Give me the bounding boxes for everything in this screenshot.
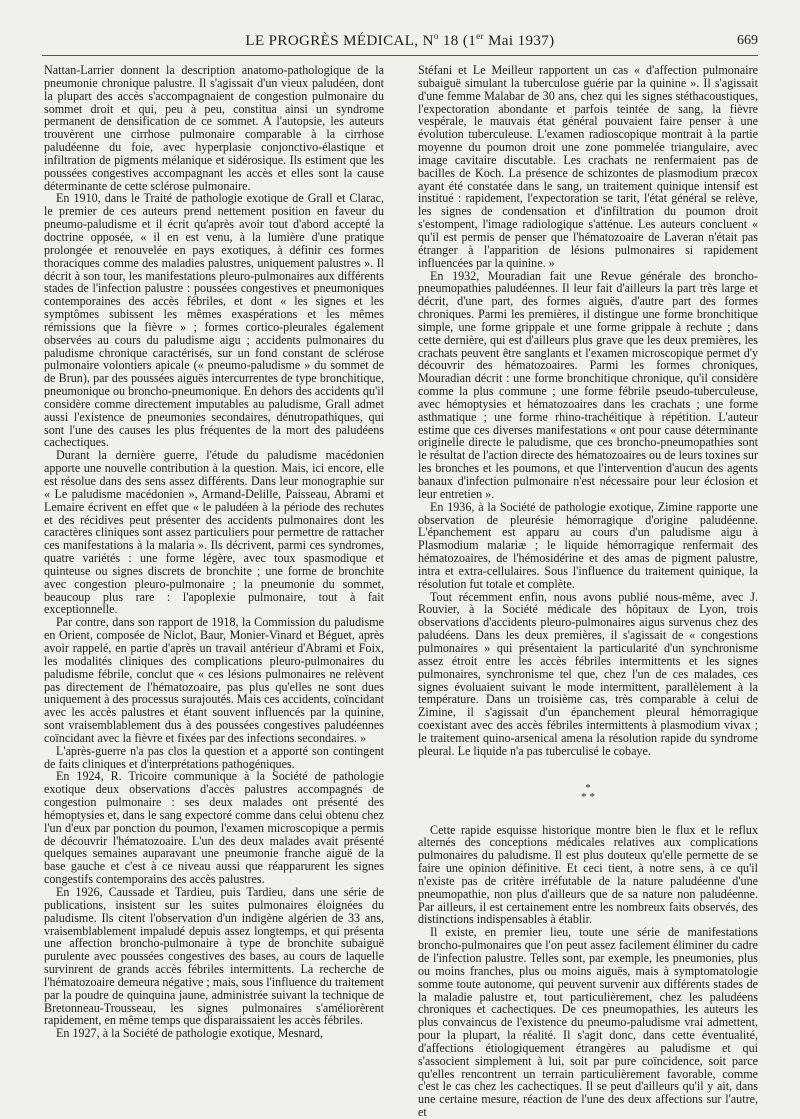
paragraph: Il existe, en premier lieu, toute une série de manifestations broncho-pulmonaires que l'on peut assez facilement éliminer du cadre de l'infection palustre. Telles sont, par exemple, les pneumonies, plus ou moins franches, plus ou moins aiguës, mais à symptomatologie somme toute autonome, qui peuvent survenir aux différents stades de la maladie palustre et, tout particulièrement, chez les paludéens chroniques et cachectiques. De ces pneumopathies, les auteurs les plus convaincus de l'existence du pneumo-paludisme vrai admettent, pour la plupart, la réalité. Il s'agit donc, dans cette éventualité, d'affections étiologiquement étrangères au paludisme et qui s'associent simplement à lui, soit par pure coïncidence, soit parce qu'elles rencontrent un terrain particulièrement favorable, comme c'est le cas chez les cachectiques. Il se peut d'ailleurs qu'il y ait, dans une certaine mesure, réaction de l'une des deux affections sur l'autre, et [418, 925, 758, 1119]
title-date: Mai 1937) [483, 33, 555, 49]
title-issue: 18 (1 [438, 33, 477, 49]
left-column [44, 64, 384, 1082]
header-rule [42, 55, 758, 56]
paragraph: En 1926, Caussade et Tardieu, puis Tardieu, dans une série de publications, insistent sur les suites pulmonaires éloignées du paludisme. Ils citent l'observation d'un indigène algérien de 33 ans, vraisemblablement impaludé depuis assez longtemps, et qui présenta une affection broncho-pulmonaire à type de bronchite subaiguë purulente avec poussées congestives des bases, au cours de laquelle survinrent de grands accès fébriles intermittents. La recherche de l'hématozoaire demeura négative ; mais, sous l'influence du traitement par la poudre de quinquina jaune, administrée suivant la technique de Bretonneau-Trousseau, les signes pulmonaires s'améliorèrent rapidement, en même temps que disparaissaient les accès fébriles. [44, 885, 384, 1028]
title-date-sup: er [476, 31, 484, 41]
running-head [42, 30, 758, 52]
running-title [42, 30, 758, 52]
right-column [418, 63, 758, 1119]
title-number-sign: o [433, 31, 439, 41]
paragraph: En 1927, à la Société de pathologie exotique, Mesnard, [56, 1026, 323, 1041]
paragraph: Nattan-Larrier donnent la description anatomo-pathologique de la pneumonie chronique palustre. Il s'agissait d'un vieux paludéen, dont la plupart des accès s'accompagnaient de congestion pulmonaire du sommet droit et qui, peu à peu, constitua ainsi un syndrome permanent de densification de ce sommet. A l'autopsie, les auteurs trouvèrent une cirrhose pulmonaire comparable à la cirrhose paludéenne du foie, avec hyperplasie conjonctivo-élastique et infiltration de pigments mélanique et sidérosique. Ils estiment que les poussées congestives accompagnant les accès et elles sont la cause déterminante de cette sclérose pulmonaire. [44, 63, 384, 193]
paragraph: Cette rapide esquisse historique montre bien le flux et le reflux alternés des conceptions médicales relatives aux complications pulmonaires du paludisme. Il est plus douteux qu'elle permette de se faire une opinion définitive. Et ceci tient, à notre sens, à ce qu'il n'existe pas de critère irréfutable de la nature paludéenne d'une pneumopathie, non plus d'ailleurs que de sa nature non paludéenne. Par ailleurs, il est certainement entre les nombreux faits observés, des distinctions indispensables à établir. [418, 822, 758, 927]
paragraph: En 1910, dans le Traité de pathologie exotique de Grall et Clarac, le premier de ces auteurs prend nettement position en faveur du pneumo-paludisme et il écrit qu'après avoir tout d'abord accepté la doctrine opposée, « il en est venu, à la lumière d'une pratique prolongée et renouvelée en pays exotiques, à définir ces formes thoraciques comme des maladies palustres, uniquement palustres ». Il décrit à son tour, les manifestations pleuro-pulmonaires aux différents stades de l'infection palustre : poussées congestives et pneumoniques contemporaines des accès fébriles, et dont « les signes et les symptômes subissent les mêmes exaspérations et les mêmes rémissions que la fièvre » ; formes cortico-pleurales également observées au cours du paludisme aigu ; accidents pulmonaires du paludisme chronique caractérisés, sur un fond constant de sclérose pulmonaire volontiers apicale (« pneumo-paludisme » du sommet de de Brun), par des poussées aiguës intercurrentes de type bronchitique, pneumonique ou broncho-pneumonique. En dehors des accidents qu'il considère comme directement imputables au paludisme, Grall admet aussi l'existence de pneumonies secondaires, dénutropathiques, qui sont l'une des causes les plus fréquentes de la mort des paludéens cachectiques. [44, 191, 384, 450]
asterism-top: * [585, 781, 591, 794]
section-asterism [418, 781, 758, 803]
page-number: 669 [737, 33, 758, 48]
paragraph: Par contre, dans son rapport de 1918, la Commission du paludisme en Orient, composée de Niclot, Baur, Monier-Vinard et Béguet, après avoir rappelé, en partie d'après un travail antérieur d'Abrami et Foix, les modalités cliniques des complications pleuro-pulmonaires du paludisme fébrile, conclut que « ces lésions pulmonaires ne relèvent pas directement de l'hématozoaire, pas plus qu'elles ne sont dues uniquement à des processus surajoutés. Mais ces accidents, coïncidant avec les accès palustres et étant souvent influencés par la quinine, sont vraisemblablement dus à des poussées congestives paludéennes coïncidant avec la fièvre et fixées par des infections secondaires. » [44, 615, 384, 745]
title-pre: LE PROGRÈS MÉDICAL, N [245, 33, 434, 49]
paragraph: En 1936, à la Société de pathologie exotique, Zimine rapporte une observation de pleurésie hémorragique d'origine paludéenne. L'épanchement est apparu au cours d'un paludisme aigu à Plasmodium malariæ ; le liquide hémorragique renfermait des hématozoaires, de l'hémosidérine et des amas de pigment palustre, intra et extra-cellulaires. Sous l'influence du traitement quinique, la résolution fut totale et complète. [418, 499, 758, 591]
paragraph: Tout récemment enfin, nous avons publié nous-même, avec J. Rouvier, à la Société médicale des hôpitaux de Lyon, trois observations d'accidents pleuro-pulmonaires aigus survenus chez des paludéens. Dans les deux premières, il s'agissait de « congestions pulmonaires » qui présentaient la particularité d'un synchronisme assez étroit entre les accès fébriles intermittents et les signes pulmonaires, synchronisme tel que, chez l'un de ces malades, ces signes évoluaient suivant le mode intermittent, parallèlement à la température. Dans un troisième cas, très comparable à celui de Zimine, il s'agissait d'un épanchement pleural hémorragique coexistant avec des accès fébriles intermittents à plasmodium vivax ; le traitement quino-arsenical amena la résolution rapide du syndrome pleural. Le liquide n'a pas tuberculisé le cobaye. [418, 589, 758, 758]
paragraph: En 1932, Mouradian fait une Revue générale des broncho-pneumopathies paludéennes. Il leur fait d'ailleurs la part très large et décrit, d'une part, des formes aiguës, d'autre part des formes chroniques. Parmi les premières, il distingue une forme bronchitique simple, une forme grippale et une forme grippale à rechute ; dans cette dernière, qui est d'ailleurs plus grave que les deux premières, les crachats peuvent être sanglants et l'examen microscopique permet d'y découvrir des hématozoaires. Parmi les formes chroniques, Mouradian décrit : une forme bronchitique chronique, qu'il considère comme la plus commune ; une forme fébrile pseudo-tuberculeuse, avec hémoptysies et hématozoaires dans les crachats ; une forme asthmatique ; une forme rhino-trachéitique à répétition. L'auteur estime que ces diverses manifestations « ont pour cause déterminante originelle directe le paludisme, que ces broncho-pneumopathies sont le résultat de l'action directe des hématozoaires ou de leurs toxines sur les bronches et les poumons, et que l'intervention d'aucun des agents banaux d'infection pulmonaire n'est nécessaire pour leur éclosion et leur entretien ». [418, 268, 758, 501]
paragraph: Stéfani et Le Meilleur rapportent un cas « d'affection pulmonaire subaiguë simulant la tuberculose guérie par la quinine ». Il s'agissait d'une femme Malabar de 30 ans, chez qui les signes stéthacoustiques, l'expectoration abondante et parfois teintée de sang, la fièvre vespérale, le mauvais état général pouvaient faire penser à une évolution tuberculeuse. L'examen radioscopique montrait à la partie moyenne du poumon droit une zone pommelée triangulaire, avec image cavitaire discutable. Les crachats ne renfermaient pas de bacilles de Koch. La présence de schizontes de plasmodium præcox ayant été constatée dans le sang, un traitement quinique intensif est institué : rapidement, l'expectoration se tarit, l'état général se relève, les signes de condensation et d'infiltration du poumon droit s'estompent, l'image radiologique s'atténue. Les auteurs concluent « qu'il est permis de penser que l'hématozoaire de Laveran n'était pas étranger à l'apparition de lésions pulmonaires si rapidement influencées par la quinine. » [418, 63, 758, 270]
paragraph: L'après-guerre n'a pas clos la question et a apporté son contingent de faits cliniques et d'interprétations pathogéniques. [44, 743, 384, 771]
asterism-bottom: * * [581, 790, 595, 803]
paragraph: Durant la dernière guerre, l'étude du paludisme macédonien apporte une nouvelle contribution à la question. Mais, ici encore, elle est résolue dans des sens assez différents. Dans leur monographie sur « Le paludisme macédonien », Armand-Delille, Paisseau, Abrami et Lemaire écrivent en effet que « le paludéen à la période des rechutes et des récidives peut présenter des accidents pulmonaires dont les caractères cliniques sont assez particuliers pour permettre de rattacher ces manifestations à la malaria ». Ils décrivent, parmi ces syndromes, quatre variétés : une forme légère, avec toux spasmodique et quinteuse ou signes discrets de bronchite ; une forme de bronchite avec congestion pleuro-pulmonaire ; la pneumonie du sommet, beaucoup plus rare : l'apoplexie pulmonaire, tout à fait exceptionnelle. [44, 448, 384, 617]
paragraph: En 1924, R. Tricoire communique à la Société de pathologie exotique deux observations d'accès palustres accompagnés de congestion pulmonaire : ses deux malades ont présenté des hémoptysies et, dans le sang expectoré comme dans celui obtenu chez l'un d'eux par ponction du poumon, l'examen microscopique a permis de découvrir l'hématozoaire. L'un des deux malades avait présenté quelques semaines auparavant une pneumonie franche aiguë de la base gauche et c'est à ce niveau aussi que réapparurent les signes congestifs contemporains des accès palustres. [44, 769, 384, 887]
